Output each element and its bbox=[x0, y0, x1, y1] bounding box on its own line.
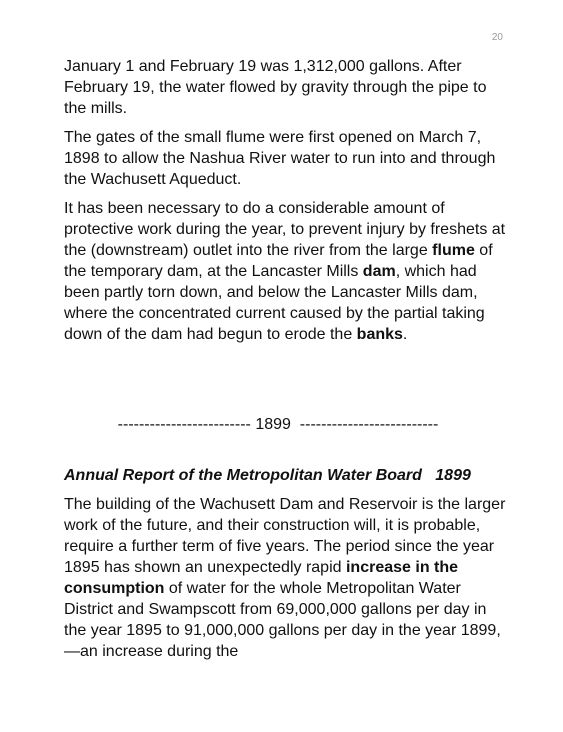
divider-year: 1899 bbox=[255, 416, 291, 433]
text-run: of the temporary dam, at the Lancaster Mills bbox=[64, 242, 493, 280]
text-run: January 1 and February 19 was 1,312,000 gallons. After February 19, the water flowed by gravity through the pipe to the mills. bbox=[64, 58, 487, 117]
bold-term: banks bbox=[356, 326, 403, 343]
bold-term: flume bbox=[432, 242, 475, 259]
paragraph bbox=[64, 198, 506, 345]
document-body bbox=[64, 56, 506, 670]
page-number: 20 bbox=[491, 32, 503, 43]
report-paragraph bbox=[64, 494, 506, 662]
paragraph bbox=[64, 127, 506, 190]
text-run: The gates of the small flume were first opened on March 7, 1898 to allow the Nashua River water to run into and through the Wachusett Aqueduct. bbox=[64, 129, 496, 188]
paragraph bbox=[64, 56, 506, 119]
report-title: Annual Report of the Metropolitan Water Board 1899 bbox=[64, 467, 471, 484]
year-divider bbox=[64, 414, 506, 435]
text-run: The building of the Wachusett Dam and Reservoir is the larger work of the future, and their construction will, it is probable, require a further term of five years. The period since the year 1895 has shown an unexpectedly rapid bbox=[64, 496, 506, 576]
text-run: It has been necessary to do a considerable amount of protective work during the year, to prevent injury by freshets at the (downstream) outlet into the river from the large bbox=[64, 200, 506, 259]
paragraphs-1898 bbox=[64, 56, 506, 345]
bold-term: increase in the consumption bbox=[64, 559, 459, 597]
divider-right-dashes: -------------------------- bbox=[299, 416, 439, 433]
bold-term: dam bbox=[362, 263, 396, 280]
text-run: . bbox=[402, 326, 408, 343]
divider-left-dashes: ------------------------- bbox=[117, 416, 251, 433]
text-run: , which had been partly torn down, and below the Lancaster Mills dam, where the concentrated current caused by the partial taking down of the dam had begun to erode the bbox=[64, 263, 485, 343]
text-run: of water for the whole Metropolitan Water District and Swampscott from 69,000,000 gallons per day in the year 1895 to 91,000,000 gallons per day in the year 1899, —an increase during the bbox=[64, 580, 501, 660]
